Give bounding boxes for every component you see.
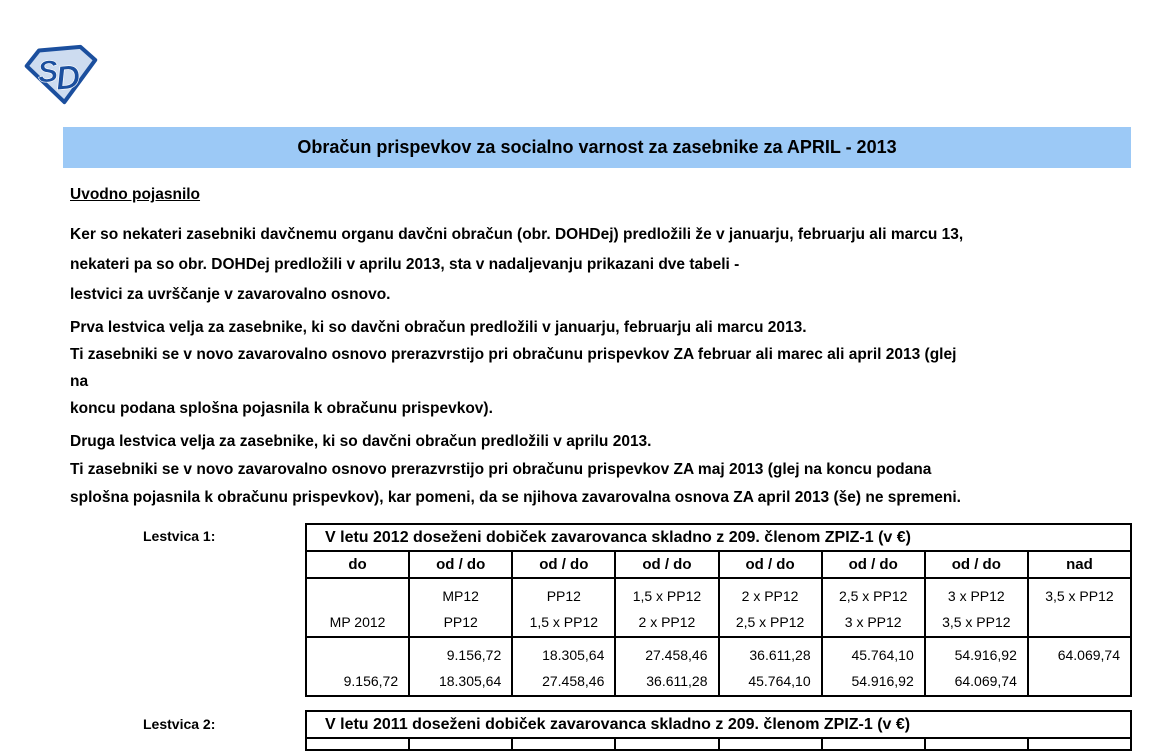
col-header: od / do (822, 551, 925, 578)
range-cell: 3,5 x PP12 (1028, 578, 1131, 637)
page-title: Obračun prispevkov za socialno varnost za zasebnike za APRIL - 2013 (297, 137, 897, 157)
value-cell: 54.916,92 64.069,74 (925, 637, 1028, 696)
col-header: od / do (615, 551, 718, 578)
paragraph-line: nekateri pa so obr. DOHDej predložili v aprilu 2013, sta v nadaljevanju prikazani dve tabeli - (70, 256, 740, 273)
paragraph-line: splošna pojasnila k obračunu prispevkov), kar pomeni, da se njihova zavarovalna osnova ZA april 2013 (še) ne spremeni. (70, 489, 961, 506)
paragraph-line: Ti zasebniki se v novo zavarovalno osnovo prerazvrstijo pri obračunu prispevkov ZA maj 2013 (glej na koncu podana (70, 461, 932, 478)
stub-cell (1028, 738, 1131, 750)
paragraph-line: koncu podana splošna pojasnila k obračunu prispevkov). (70, 400, 493, 417)
table-column-header-row (306, 551, 1131, 578)
paragraph-intro (70, 220, 1135, 310)
document-title-bar (63, 127, 1131, 168)
col-header: nad (1028, 551, 1131, 578)
col-header: od / do (925, 551, 1028, 578)
table-title-row (306, 524, 1131, 551)
range-cell: MP 2012 (306, 578, 409, 637)
paragraph-second-scale (70, 428, 1135, 512)
range-cell: MP12 PP12 (409, 578, 512, 637)
range-cell: PP12 1,5 x PP12 (512, 578, 615, 637)
value-cell: 9.156,72 18.305,64 (409, 637, 512, 696)
paragraph-line: lestvici za uvrščanje v zavarovalno osnovo. (70, 286, 391, 303)
lestvica-2-table (305, 710, 1132, 751)
range-cell: 2,5 x PP12 3 x PP12 (822, 578, 925, 637)
paragraph-line: na (70, 373, 89, 390)
paragraph-line: Druga lestvica velja za zasebnike, ki so davčni obračun predložili v aprilu 2013. (70, 433, 652, 450)
range-cell: 3 x PP12 3,5 x PP12 (925, 578, 1028, 637)
table-title-row (306, 711, 1131, 738)
col-header: do (306, 551, 409, 578)
table-values-row (306, 637, 1131, 696)
col-header: od / do (512, 551, 615, 578)
range-cell: 2 x PP12 2,5 x PP12 (719, 578, 822, 637)
stub-cell (512, 738, 615, 750)
value-cell: 64.069,74 (1028, 637, 1131, 696)
paragraph-line: Ti zasebniki se v novo zavarovalno osnovo prerazvrstijo pri obračunu prispevkov ZA februar ali marec ali april 2013 (glej (70, 346, 957, 363)
logo-letter-d: D (54, 58, 82, 98)
value-cell: 9.156,72 (306, 637, 409, 696)
stub-cell (925, 738, 1028, 750)
table-stub-row (306, 738, 1131, 750)
paragraph-line: Prva lestvica velja za zasebnike, ki so davčni obračun predložili v januarju, februarju ali marcu 2013. (70, 319, 807, 336)
intro-heading: Uvodno pojasnilo (70, 186, 201, 203)
stub-cell (615, 738, 718, 750)
sd-shield-icon (22, 42, 102, 108)
stub-cell (409, 738, 512, 750)
value-cell: 45.764,10 54.916,92 (822, 637, 925, 696)
value-cell: 18.305,64 27.458,46 (512, 637, 615, 696)
paragraph-first-scale (70, 314, 1135, 422)
stub-cell (822, 738, 925, 750)
stub-cell (719, 738, 822, 750)
table-title: V letu 2011 doseženi dobiček zavarovanca skladno z 209. členom ZPIZ-1 (v €) (306, 711, 1131, 738)
paragraph-line: Ker so nekateri zasebniki davčnemu organu davčni obračun (obr. DOHDej) predložili že v januarju, februarju ali marcu 13, (70, 226, 964, 243)
table-range-row (306, 578, 1131, 637)
lestvica-1-label: Lestvica 1: (143, 528, 216, 544)
range-cell: 1,5 x PP12 2 x PP12 (615, 578, 718, 637)
sd-logo (22, 42, 102, 108)
lestvica-1-table (305, 523, 1132, 697)
logo-letter-s: S (36, 54, 60, 90)
lestvica-2-label: Lestvica 2: (143, 716, 216, 732)
value-cell: 27.458,46 36.611,28 (615, 637, 718, 696)
table-title: V letu 2012 doseženi dobiček zavarovanca skladno z 209. členom ZPIZ-1 (v €) (306, 524, 1131, 551)
stub-cell (306, 738, 409, 750)
col-header: od / do (409, 551, 512, 578)
col-header: od / do (719, 551, 822, 578)
value-cell: 36.611,28 45.764,10 (719, 637, 822, 696)
